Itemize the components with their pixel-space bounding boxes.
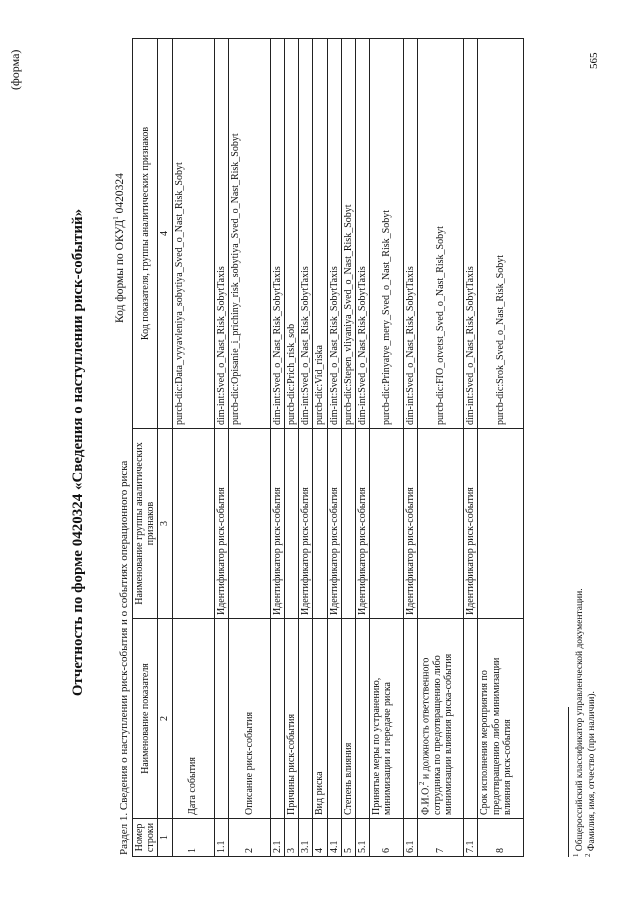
column-number: 3 xyxy=(158,429,172,619)
group-name xyxy=(478,429,524,619)
indicator-code: purcb-dic:Prich_risk_sob xyxy=(284,39,298,429)
indicator-code: purcb-dic:Opisanie_i_prichiny_risk_sobytiya_Sved_o_Nast_Risk_Sobyt xyxy=(228,39,270,429)
group-name xyxy=(172,429,214,619)
group-name xyxy=(341,429,355,619)
indicator-name xyxy=(299,619,313,819)
column-number: 1 xyxy=(158,819,172,857)
table-row xyxy=(172,39,214,857)
row-number: 4 xyxy=(313,819,327,857)
row-number: 6 xyxy=(370,819,404,857)
header-cell: Наименование группы аналитических признаков xyxy=(133,429,158,619)
okud-line xyxy=(112,173,126,323)
row-number: 5 xyxy=(341,819,355,857)
row-number: 3 xyxy=(284,819,298,857)
row-number: 5.1 xyxy=(355,819,369,857)
indicator-code: purcb-dic:FIO_otvetst_Sved_o_Nast_Risk_Sobyt xyxy=(418,39,464,429)
table-row xyxy=(341,39,355,857)
row-number: 3.1 xyxy=(299,819,313,857)
indicator-name xyxy=(270,619,284,819)
header-cell: Код показателя, группы аналитических признаков xyxy=(133,39,158,429)
group-name: Идентификатор риск-события xyxy=(464,429,478,619)
table-row xyxy=(418,39,464,857)
table-row xyxy=(327,39,341,857)
indicator-name: Вид риска xyxy=(313,619,327,819)
footnote-number: 1 xyxy=(572,853,580,857)
group-name xyxy=(228,429,270,619)
table-row xyxy=(299,39,313,857)
section-title: Раздел 1. Сведения о наступлении риск-события и о событиях операционного риска xyxy=(118,460,130,855)
indicator-name: Степень влияния xyxy=(341,619,355,819)
indicator-code: dim-int:Sved_o_Nast_Risk_SobytTaxis xyxy=(464,39,478,429)
indicator-name: Дата события xyxy=(172,619,214,819)
group-name xyxy=(370,429,404,619)
table-row xyxy=(313,39,327,857)
indicator-name-part: Ф.И.О. xyxy=(420,785,432,815)
group-name: Идентификатор риск-события xyxy=(299,429,313,619)
indicator-name xyxy=(355,619,369,819)
group-name: Идентификатор риск-события xyxy=(327,429,341,619)
column-number: 2 xyxy=(158,619,172,819)
group-name: Идентификатор риск-события xyxy=(270,429,284,619)
indicator-code: dim-int:Sved_o_Nast_Risk_SobytTaxis xyxy=(299,39,313,429)
row-number: 1 xyxy=(172,819,214,857)
indicator-name xyxy=(418,619,464,819)
indicator-code: purcb-dic:Srok_Sved_o_Nast_Risk_Sobyt xyxy=(478,39,524,429)
group-name: Идентификатор риск-события xyxy=(214,429,228,619)
row-number: 7 xyxy=(418,819,464,857)
row-number: 2.1 xyxy=(270,819,284,857)
indicator-code: purcb-dic:Prinyatye_mery_Sved_o_Nast_Risk_Sobyt xyxy=(370,39,404,429)
indicator-name: Срок исполнения мероприятия по предотвращению либо минимизации влияния риск-события xyxy=(478,619,524,819)
row-number: 7.1 xyxy=(464,819,478,857)
okud-label: Код формы по ОКУД xyxy=(113,219,126,323)
table-row xyxy=(270,39,284,857)
column-number: 4 xyxy=(158,39,172,429)
indicator-code: dim-int:Sved_o_Nast_Risk_SobytTaxis xyxy=(355,39,369,429)
indicator-name: Причины риск-события xyxy=(284,619,298,819)
okud-footnote-ref: 1 xyxy=(112,216,120,220)
group-name: Идентификатор риск-события xyxy=(355,429,369,619)
indicator-table xyxy=(132,38,524,857)
group-name xyxy=(418,429,464,619)
indicator-code: purcb-dic:Stepen_vliyaniya_Sved_o_Nast_Risk_Sobyt xyxy=(341,39,355,429)
group-name: Идентификатор риск-события xyxy=(404,429,418,619)
row-number: 2 xyxy=(228,819,270,857)
table-row xyxy=(404,39,418,857)
document-title: Отчетность по форме 0420324 «Сведения о наступлении риск-событий» xyxy=(70,208,86,697)
row-number: 1.1 xyxy=(214,819,228,857)
row-number: 4.1 xyxy=(327,819,341,857)
footnote xyxy=(584,691,597,857)
table-row xyxy=(284,39,298,857)
indicator-name-part: и должность ответственного сотрудника по предотвращению либо минимизации влияния риска-события xyxy=(420,653,454,815)
table-row xyxy=(214,39,228,857)
indicator-code: purcb-dic:Data_vyyavleniya_sobytiya_Sved_o_Nast_Risk_Sobyt xyxy=(172,39,214,429)
row-number: 6.1 xyxy=(404,819,418,857)
indicator-name: Принятые меры по устранению, минимизации и передаче риска xyxy=(370,619,404,819)
okud-code: 0420324 xyxy=(113,173,126,214)
indicator-code: dim-int:Sved_o_Nast_Risk_SobytTaxis xyxy=(270,39,284,429)
indicator-name xyxy=(464,619,478,819)
group-name xyxy=(313,429,327,619)
table-row xyxy=(370,39,404,857)
header-row xyxy=(133,39,158,857)
header-cell: Наименование показателя xyxy=(133,619,158,819)
footnote-divider xyxy=(568,707,569,857)
table-row xyxy=(478,39,524,857)
footnote-ref: 2 xyxy=(418,781,427,786)
indicator-code: dim-int:Sved_o_Nast_Risk_SobytTaxis xyxy=(327,39,341,429)
row-number: 8 xyxy=(478,819,524,857)
form-note: (форма) xyxy=(8,49,22,90)
footnote-text: Общероссийский классификатор управленческой документации. xyxy=(575,588,586,854)
indicator-name xyxy=(327,619,341,819)
indicator-code: dim-int:Sved_o_Nast_Risk_SobytTaxis xyxy=(214,39,228,429)
footnote-text: Фамилия, имя, отчество (при наличии). xyxy=(587,691,598,854)
indicator-name xyxy=(404,619,418,819)
table-row xyxy=(355,39,369,857)
group-name xyxy=(284,429,298,619)
indicator-code: dim-int:Sved_o_Nast_Risk_SobytTaxis xyxy=(404,39,418,429)
table-row xyxy=(228,39,270,857)
indicator-name xyxy=(214,619,228,819)
header-cell: Номер строки xyxy=(133,819,158,857)
page-number: 565 xyxy=(588,52,600,69)
indicator-code: purcb-dic:Vid_riska xyxy=(313,39,327,429)
column-number-row xyxy=(158,39,172,857)
table-row xyxy=(464,39,478,857)
footnote-number: 2 xyxy=(584,853,592,857)
indicator-name: Описание риск-события xyxy=(228,619,270,819)
